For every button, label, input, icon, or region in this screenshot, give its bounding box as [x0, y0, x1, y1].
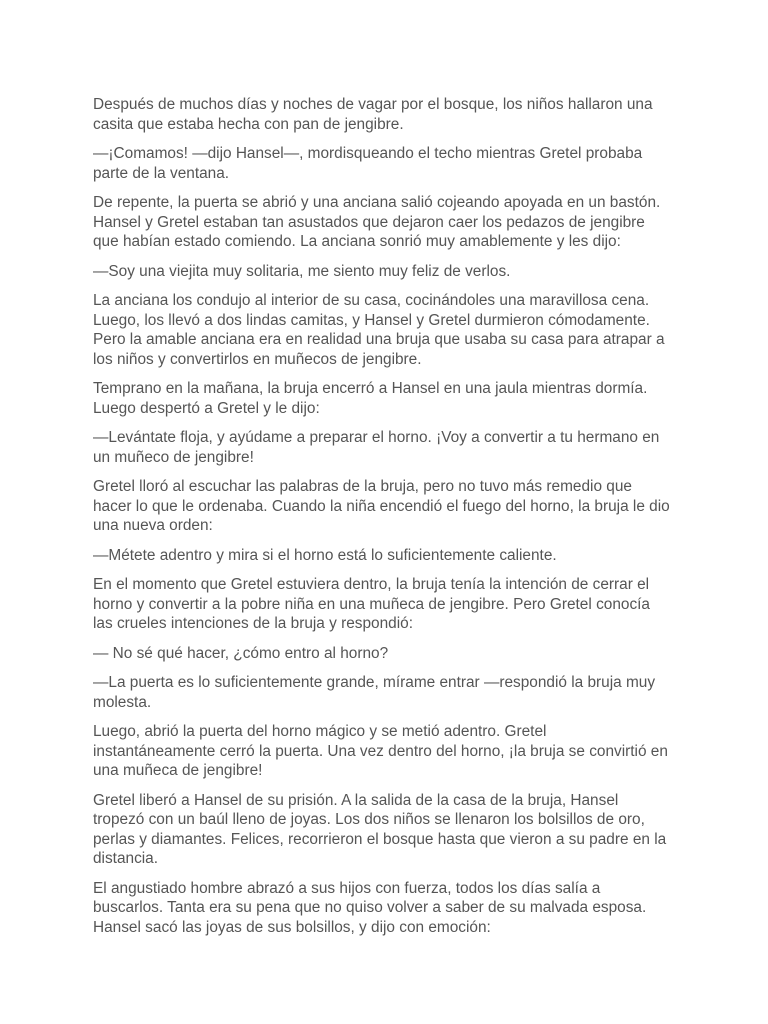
paragraph: Luego, abrió la puerta del horno mágico y se metió adentro. Gretel instantáneamente cerró la puerta. Una vez dentro del horno, ¡la bruja se convirtió en una muñeca de jengibre!	[93, 723, 668, 780]
paragraph: La anciana los condujo al interior de su casa, cocinándoles una maravillosa cena. Luego, los llevó a dos lindas camitas, y Hansel y Gretel durmieron cómodamente. Pero la amable anciana era en realidad una bruja que usaba su casa para atrapar a los niños y convertirlos en muñecos de jengibre.	[93, 291, 665, 368]
paragraph: El angustiado hombre abrazó a sus hijos con fuerza, todos los días salía a buscarlos. Tanta era su pena que no quiso volver a saber de su malvada esposa. Hansel sacó las joyas de sus bolsillos, y dijo con emoción:	[93, 879, 647, 936]
document-page	[93, 95, 673, 947]
paragraph: —¡Comamos! —dijo Hansel—, mordisqueando el techo mientras Gretel probaba parte de la ventana.	[93, 144, 643, 182]
paragraph: —Métete adentro y mira si el horno está lo suficientemente caliente.	[93, 546, 557, 564]
paragraph: — No sé qué hacer, ¿cómo entro al horno?	[93, 644, 389, 662]
paragraph: —Levántate floja, y ayúdame a preparar el horno. ¡Voy a convertir a tu hermano en un muñeco de jengibre!	[93, 429, 660, 466]
paragraph: Gretel liberó a Hansel de su prisión. A la salida de la casa de la bruja, Hansel tropezó con un baúl lleno de joyas. Los dos niños se llenaron los bolsillos de oro, perlas y diamantes. Felices, recorrieron el bosque hasta que vieron a su padre en la distancia.	[93, 791, 667, 868]
paragraph: Temprano en la mañana, la bruja encerró a Hansel en una jaula mientras dormía. Luego despertó a Gretel y le dijo:	[93, 380, 648, 417]
paragraph: Gretel lloró al escuchar las palabras de la bruja, pero no tuvo más remedio que hacer lo que le ordenaba. Cuando la niña encendió el fuego del horno, la bruja le dio una nueva orden:	[93, 478, 670, 535]
paragraph: Después de muchos días y noches de vagar por el bosque, los niños hallaron una casita que estaba hecha con pan de jengibre.	[93, 96, 653, 133]
paragraph: —Soy una viejita muy solitaria, me siento muy feliz de verlos.	[93, 262, 511, 280]
paragraph: De repente, la puerta se abrió y una anciana salió cojeando apoyada en un bastón. Hansel y Gretel estaban tan asustados que dejaron caer los pedazos de jengibre que habían estado comiendo. La anciana sonrió muy amablemente y les dijo:	[93, 193, 661, 251]
paragraph: En el momento que Gretel estuviera dentro, la bruja tenía la intención de cerrar el horno y convertir a la pobre niña en una muñeca de jengibre. Pero Gretel conocía las crueles intenciones de la bruja y respondió:	[93, 576, 650, 633]
paragraph: —La puerta es lo suficientemente grande, mírame entrar —respondió la bruja muy molesta.	[93, 674, 656, 711]
